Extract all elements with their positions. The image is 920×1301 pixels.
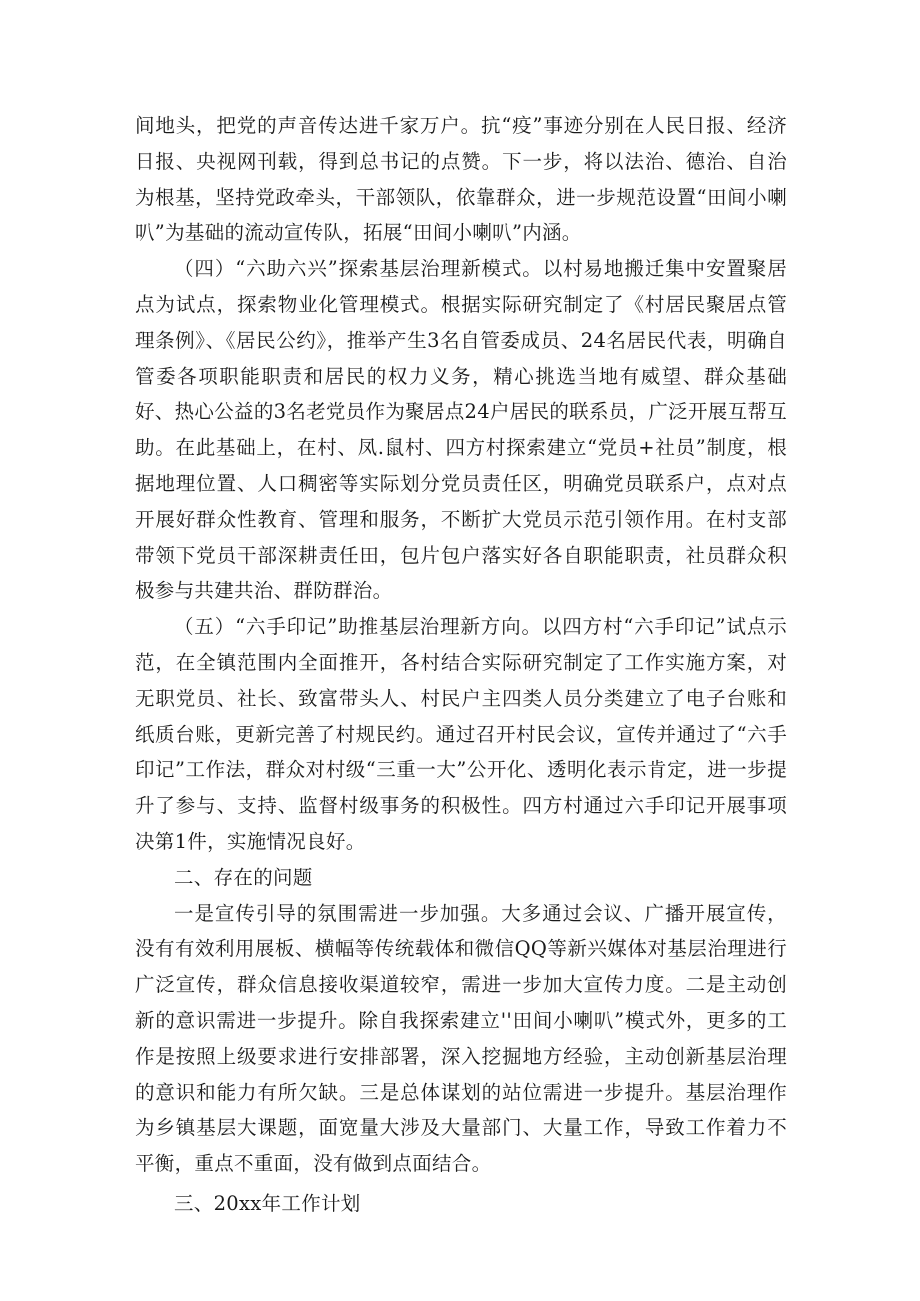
paragraph-problems: 一是宣传引导的氛围需进一步加强。大多通过会议、广播开展宣传，没有有效利用展板、横幅等传统载体和微信QQ等新兴媒体对基层治理进行广泛宣传，群众信息接收渠道较窄，需进一步加大宣传力度。二是主动创新的意识需进一步提升。除自我探索建立''田间小喇叭”模式外，更多的工作是按照上级要求进行安排部署，深入挖掘地方经验，主动创新基层治理的意识和能力有所欠缺。三是总体谋划的站位需进一步提升。基层治理作为乡镇基层大课题，面宽量大涉及大量部门、大量工作，导致工作着力不平衡，重点不重面，没有做到点面结合。 [135,901,787,1176]
document-body [135,108,787,1222]
heading-work-plan: 三、20xx年工作计划 [174,1191,361,1215]
paragraph-continuation: 间地头，把党的声音传达进千家万户。抗“疫”事迹分别在人民日报、经济日报、央视网刊载，得到总书记的点赞。下一步，将以法治、德治、自治为根基，坚持党政牵头，干部领队，依靠群众，进一步规范设置“田间小喇叭”为基础的流动宣传队，拓展“田间小喇叭”内涵。 [135,114,787,245]
heading-existing-problems: 二、存在的问题 [174,865,313,889]
paragraph-section-four: （四）“六助六兴”探索基层治理新模式。以村易地搬迁集中安置聚居点为试点，探索物业化管理模式。根据实际研究制定了《村居民聚居点管理条例》、《居民公约》，推举产生3名自管委成员、24名居民代表，明确自管委各项职能职责和居民的权力义务，精心挑选当地有威望、群众基础好、热心公益的3名老党员作为聚居点24户居民的联系员，广泛开展互帮互助。在此基础上，在村、凤.鼠村、四方村探索建立“党员+社员”制度，根据地理位置、人口稠密等实际划分党员责任区，明确党员联系户，点对点开展好群众性教育、管理和服务，不断扩大党员示范引领作用。在村支部带领下党员干部深耕责任田，包片包户落实好各自职能职责，社员群众积极参与共建共治、群防群治。 [135,257,787,603]
paragraph-section-five: （五）“六手印记”助推基层治理新方向。以四方村“六手印记”试点示范，在全镇范围内全面推开，各村结合实际研究制定了工作实施方案，对无职党员、社长、致富带头人、村民户主四类人员分类建立了电子台账和纸质台账，更新完善了村规民约。通过召开村民会议，宣传并通过了“六手印记”工作法，群众对村级“三重一大”公开化、透明化表示肯定，进一步提升了参与、支持、监督村级事务的积极性。四方村通过六手印记开展事项决第1件，实施情况良好。 [135,615,787,853]
